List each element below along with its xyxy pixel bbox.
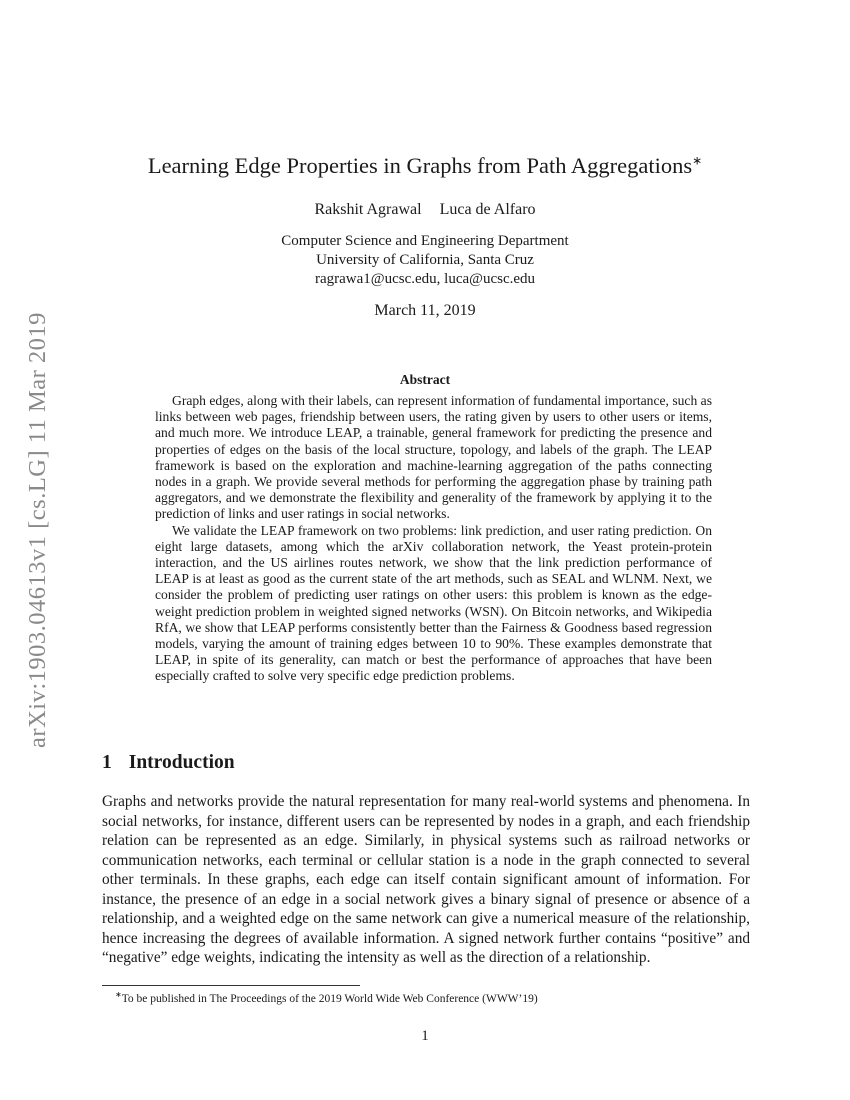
section-title: Introduction xyxy=(128,752,235,773)
author-emails: ragrawa1@ucsc.edu, luca@ucsc.edu xyxy=(314,271,536,287)
footnote-text: To be published in The Proceedings of the 2019 World Wide Web Conference (WWW’19) xyxy=(121,992,538,1005)
author-name: Luca de Alfaro xyxy=(439,201,536,218)
footnote xyxy=(115,990,538,1005)
intro-paragraph: Graphs and networks provide the natural representation for many real-world systems and phenomena. In social networks, for instance, different users can be represented by nodes in a graph, and each friendship relation can be represented as an edge. Similarly, in physical systems such as railroad networks or communication networks, each terminal or cellular station is a node in the graph connected to several other terminals. In these graphs, each edge can itself contain significant amount of information. For instance, the presence of an edge in a social network gives a binary signal of presence or absence of a relationship, and a weighted edge on the same network can give a numerical measure of the relationship, hence increasing the degrees of available information. A signed network further contains “positive” and “negative” edge weights, indicating the intensity as well as the direction of a relationship. xyxy=(102,793,750,966)
university: University of California, Santa Cruz xyxy=(316,252,534,268)
page-number: 1 xyxy=(421,1028,429,1044)
paper-date: March 11, 2019 xyxy=(374,302,476,319)
section-heading xyxy=(102,752,235,774)
author-list xyxy=(0,201,850,219)
title-footnote-mark: ∗ xyxy=(692,153,703,168)
department: Computer Science and Engineering Department xyxy=(281,233,569,249)
author-name: Rakshit Agrawal xyxy=(314,201,422,218)
arxiv-stamp: arXiv:1903.04613v1 [cs.LG] 11 Mar 2019 xyxy=(24,312,51,748)
paper-title xyxy=(0,153,850,179)
abstract-body xyxy=(155,393,712,685)
abstract-heading: Abstract xyxy=(399,372,451,387)
title-text: Learning Edge Properties in Graphs from Path Aggregations xyxy=(147,153,693,178)
affiliation xyxy=(0,232,850,289)
footnote-rule xyxy=(102,985,360,986)
section-number: 1 xyxy=(102,752,112,773)
abstract-paragraph: We validate the LEAP framework on two problems: link prediction, and user rating prediction. On eight large datasets, among which the arXiv collaboration network, the Yeast protein-protein interaction, and the US airlines routes network, we show that the link prediction performance of LEAP is at least as good as the current state of the art methods, such as SEAL and WLNM. Next, we consider the problem of predicting user ratings on other users: this problem is known as the edge-weight prediction problem in weighted signed networks (WSN). On Bitcoin networks, and Wikipedia RfA, we show that LEAP performs consistently better than the Fairness & Goodness based regression models, varying the amount of training edges between 10 to 90%. These examples demonstrate that LEAP, in spite of its generality, can match or best the performance of approaches that have been especially crafted to solve very specific edge prediction problems. xyxy=(155,522,712,684)
footnote-mark: ∗ xyxy=(115,990,122,999)
abstract-paragraph: Graph edges, along with their labels, can represent information of fundamental importance, such as links between web pages, friendship between users, the rating given by users to other users or items, and much more. We introduce LEAP, a trainable, general framework for predicting the presence and properties of edges on the basis of the local structure, topology, and labels of the graph. The LEAP framework is based on the exploration and machine-learning aggregation of the paths connecting nodes in a graph. We provide several methods for performing the aggregation phase by training path aggregators, and we demonstrate the flexibility and generality of the framework by applying it to the prediction of links and user ratings in social networks. xyxy=(155,393,712,522)
